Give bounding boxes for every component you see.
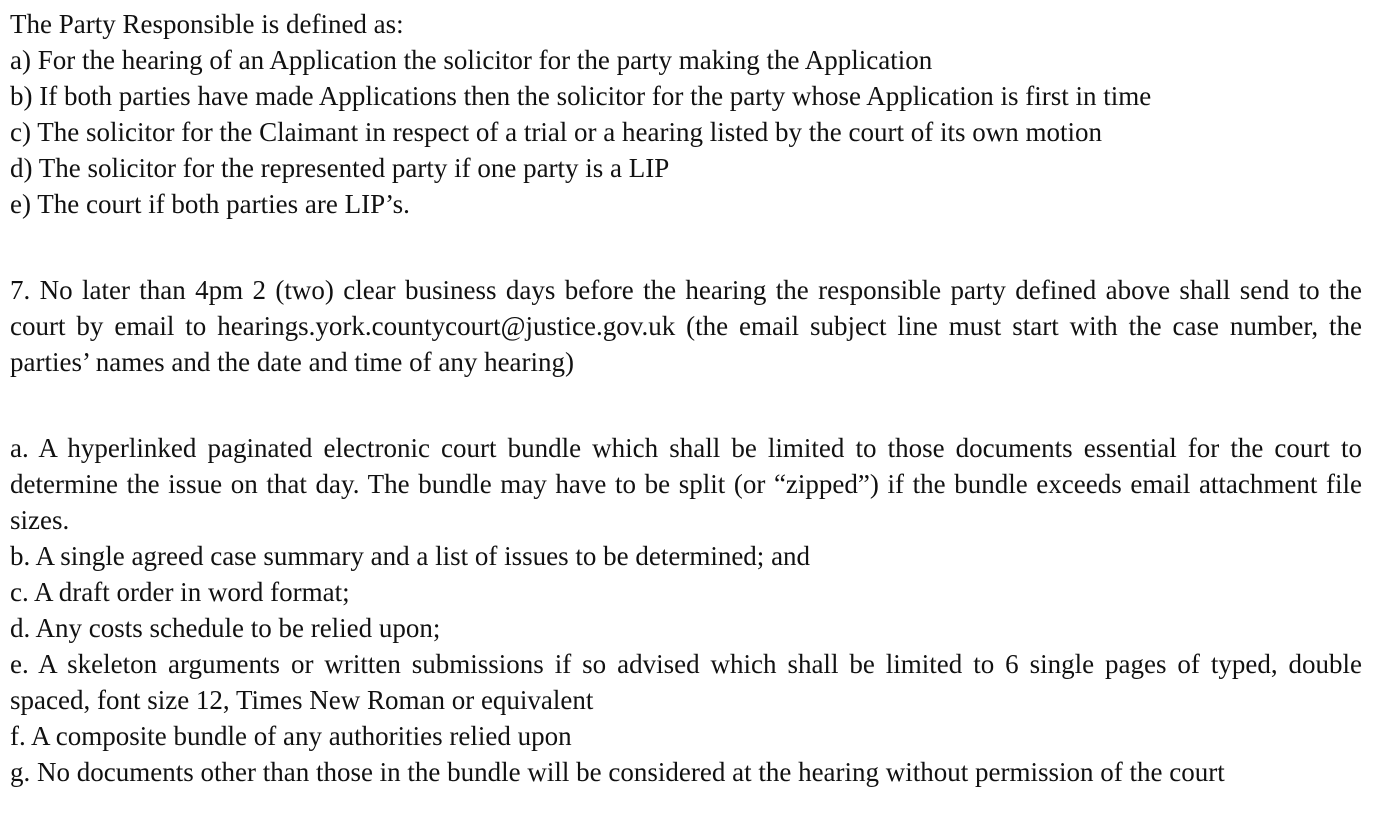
bundle-item-d: d. Any costs schedule to be relied upon; xyxy=(10,613,441,643)
list-item: e) The court if both parties are LIP’s. xyxy=(10,189,410,219)
document-page xyxy=(10,6,1362,790)
list-item: b) If both parties have made Applications then the solicitor for the party whose Application is first in time xyxy=(10,81,1152,111)
paragraph-7 xyxy=(10,272,1362,380)
bundle-item-b: b. A single agreed case summary and a list of issues to be determined; and xyxy=(10,541,811,571)
party-responsible-heading: The Party Responsible is defined as: xyxy=(10,9,404,39)
section-spacer xyxy=(10,380,1362,430)
party-responsible-section xyxy=(10,6,1362,222)
bundle-items-section xyxy=(10,430,1362,790)
bundle-item-g: g. No documents other than those in the bundle will be considered at the hearing without permission of the court xyxy=(10,757,1225,787)
bundle-item-f: f. A composite bundle of any authorities relied upon xyxy=(10,721,572,751)
list-item: a) For the hearing of an Application the solicitor for the party making the Application xyxy=(10,45,933,75)
list-item: c) The solicitor for the Claimant in respect of a trial or a hearing listed by the court of its own motion xyxy=(10,117,1102,147)
paragraph-7-text: 7. No later than 4pm 2 (two) clear business days before the hearing the responsible party defined above shall send to the court by email to hearings.york.countycourt@justice.gov.uk (the email subject line must start with the case number, the parties’ names and the date and time of any hearing) xyxy=(10,275,1362,377)
bundle-item-c: c. A draft order in word format; xyxy=(10,577,350,607)
bundle-item-e: e. A skeleton arguments or written submissions if so advised which shall be limited to 6 single pages of typed, double spaced, font size 12, Times New Roman or equivalent xyxy=(10,649,1362,715)
section-spacer xyxy=(10,222,1362,272)
bundle-item-a: a. A hyperlinked paginated electronic court bundle which shall be limited to those documents essential for the court to determine the issue on that day. The bundle may have to be split (or “zipped”) if the bundle exceeds email attachment file sizes. xyxy=(10,433,1362,535)
list-item: d) The solicitor for the represented party if one party is a LIP xyxy=(10,153,670,183)
